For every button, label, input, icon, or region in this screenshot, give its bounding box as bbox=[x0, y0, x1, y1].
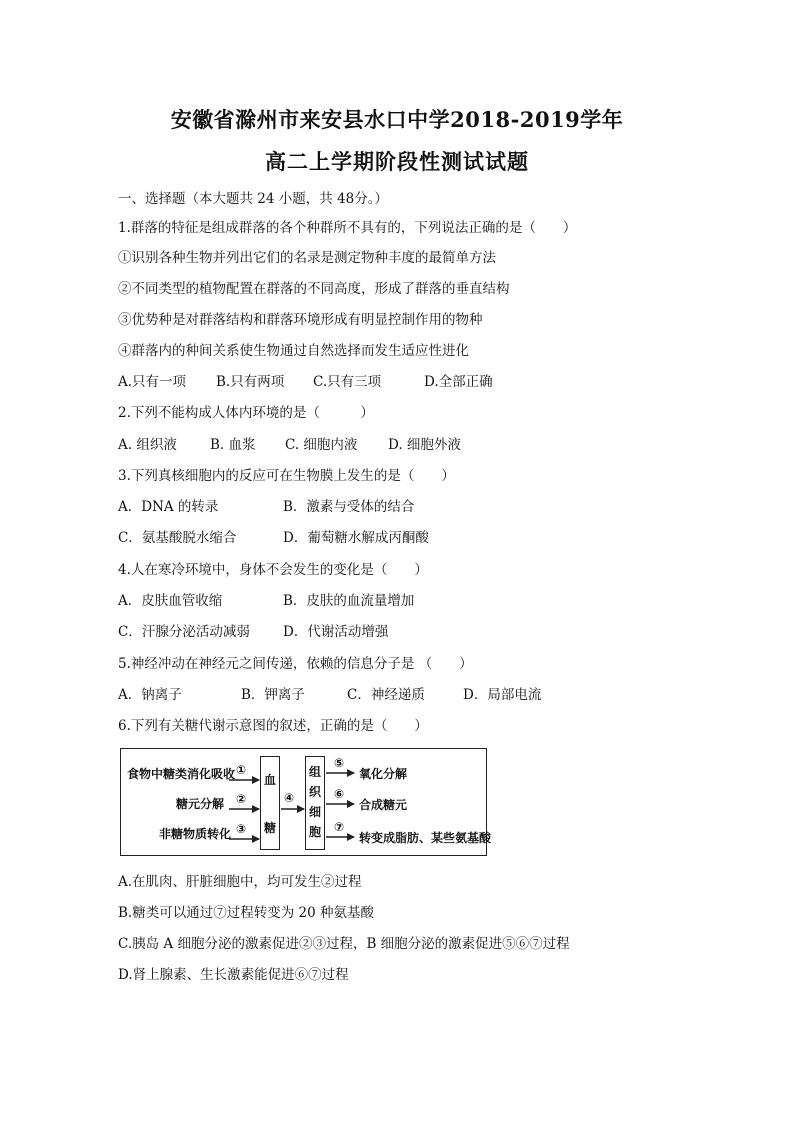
process-num-7: ⑦ bbox=[334, 820, 345, 834]
question-4-option-d: D．代谢活动增强 bbox=[283, 624, 389, 640]
output-fat-aminoacid-label: 转变成脂肪、某些氨基酸 bbox=[359, 831, 492, 845]
question-4-option-b: B．皮肤的血流量增加 bbox=[283, 593, 415, 609]
question-3-option-c: C．氨基酸脱水缩合 bbox=[118, 530, 237, 546]
question-2-option-d: D. 细胞外液 bbox=[388, 437, 461, 453]
question-5-stem: 5.神经冲动在神经元之间传递，依赖的信息分子是 （ ） bbox=[118, 656, 473, 672]
question-5-option-b: B．钾离子 bbox=[241, 687, 305, 703]
question-4-option-c: C．汗腺分泌活动减弱 bbox=[118, 624, 250, 640]
question-5-option-a: A．钠离子 bbox=[118, 687, 182, 703]
source-food-label: 食物中糖类消化吸收 bbox=[127, 767, 236, 781]
question-1-option-d: D.全部正确 bbox=[424, 374, 493, 390]
question-6-stem: 6.下列有关糖代谢示意图的叙述，正确的是（ ） bbox=[118, 718, 428, 734]
process-num-1: ① bbox=[236, 763, 247, 777]
source-glycogen-label: 糖元分解 bbox=[176, 797, 225, 811]
output-oxidation-label: 氧化分解 bbox=[359, 767, 408, 781]
output-glycogen-label: 合成糖元 bbox=[359, 798, 408, 812]
cell-char-3: 细 bbox=[308, 805, 321, 819]
process-num-4: ④ bbox=[284, 791, 295, 805]
question-2-option-c: C. 细胞内液 bbox=[285, 437, 358, 453]
exam-title-line2: 高二上学期阶段性测试试题 bbox=[265, 149, 529, 174]
question-4-stem: 4.人在寒冷环境中，身体不会发生的变化是（ ） bbox=[118, 562, 428, 578]
question-5-option-c: C．神经递质 bbox=[347, 687, 425, 703]
question-3-option-a: A．DNA 的转录 bbox=[118, 499, 219, 515]
question-3-stem: 3.下列真核细胞内的反应可在生物膜上发生的是（ ） bbox=[118, 468, 455, 484]
question-1-option-b: B.只有两项 bbox=[216, 374, 285, 390]
process-num-3: ③ bbox=[236, 822, 247, 836]
question-3-option-b: B．激素与受体的结合 bbox=[283, 499, 415, 515]
question-1-stem: 1.群落的特征是组成群落的各个种群所不具有的，下列说法正确的是（ ） bbox=[118, 220, 577, 236]
question-1-statement-2: ②不同类型的植物配置在群落的不同高度，形成了群落的垂直结构 bbox=[118, 281, 510, 297]
cell-char-1: 组 bbox=[308, 765, 321, 779]
question-1-statement-4: ④群落内的种间关系使生物通过自然选择而发生适应性进化 bbox=[118, 343, 469, 359]
question-1-option-c: C.只有三项 bbox=[313, 374, 382, 390]
tissue-cell-box bbox=[305, 756, 325, 850]
question-6-option-b: B.糖类可以通过⑦过程转变为 20 种氨基酸 bbox=[118, 905, 374, 921]
section-heading: 一、选择题（本大题共 24 小题，共 48分。） bbox=[118, 191, 388, 207]
question-1-option-a: A.只有一项 bbox=[118, 374, 187, 390]
process-num-5: ⑤ bbox=[334, 756, 345, 770]
question-6-option-d: D.肾上腺素、生长激素能促进⑥⑦过程 bbox=[118, 967, 349, 983]
process-num-2: ② bbox=[236, 792, 247, 806]
cell-char-2: 织 bbox=[308, 785, 321, 799]
question-6-option-c: C.胰岛 A 细胞分泌的激素促进②③过程，B 细胞分泌的激素促进⑤⑥⑦过程 bbox=[118, 936, 570, 952]
question-2-option-a: A. 组织液 bbox=[118, 437, 177, 453]
question-5-option-d: D．局部电流 bbox=[463, 687, 542, 703]
question-3-option-d: D．葡萄糖水解成丙酮酸 bbox=[283, 530, 429, 546]
blood-sugar-box bbox=[260, 756, 280, 850]
exam-title-line1: 安徽省滁州市来安县水口中学2018-2019学年 bbox=[170, 107, 624, 132]
blood-char-1: 血 bbox=[263, 773, 276, 787]
sugar-metabolism-diagram bbox=[120, 748, 492, 856]
question-1-statement-1: ①识别各种生物并列出它们的名录是测定物种丰度的最简单方法 bbox=[118, 250, 496, 266]
cell-char-4: 胞 bbox=[308, 825, 321, 839]
question-2-stem: 2.下列不能构成人体内环境的是（ ） bbox=[118, 405, 374, 421]
process-num-6: ⑥ bbox=[334, 787, 345, 801]
source-nonsugar-label: 非糖物质转化 bbox=[159, 827, 232, 841]
question-4-option-a: A．皮肤血管收缩 bbox=[118, 593, 223, 609]
question-6-option-a: A.在肌肉、肝脏细胞中，均可发生②过程 bbox=[118, 874, 362, 890]
question-1-statement-3: ③优势种是对群落结构和群落环境形成有明显控制作用的物种 bbox=[118, 312, 483, 328]
blood-char-2: 糖 bbox=[263, 821, 276, 835]
question-2-option-b: B. 血浆 bbox=[210, 437, 256, 453]
